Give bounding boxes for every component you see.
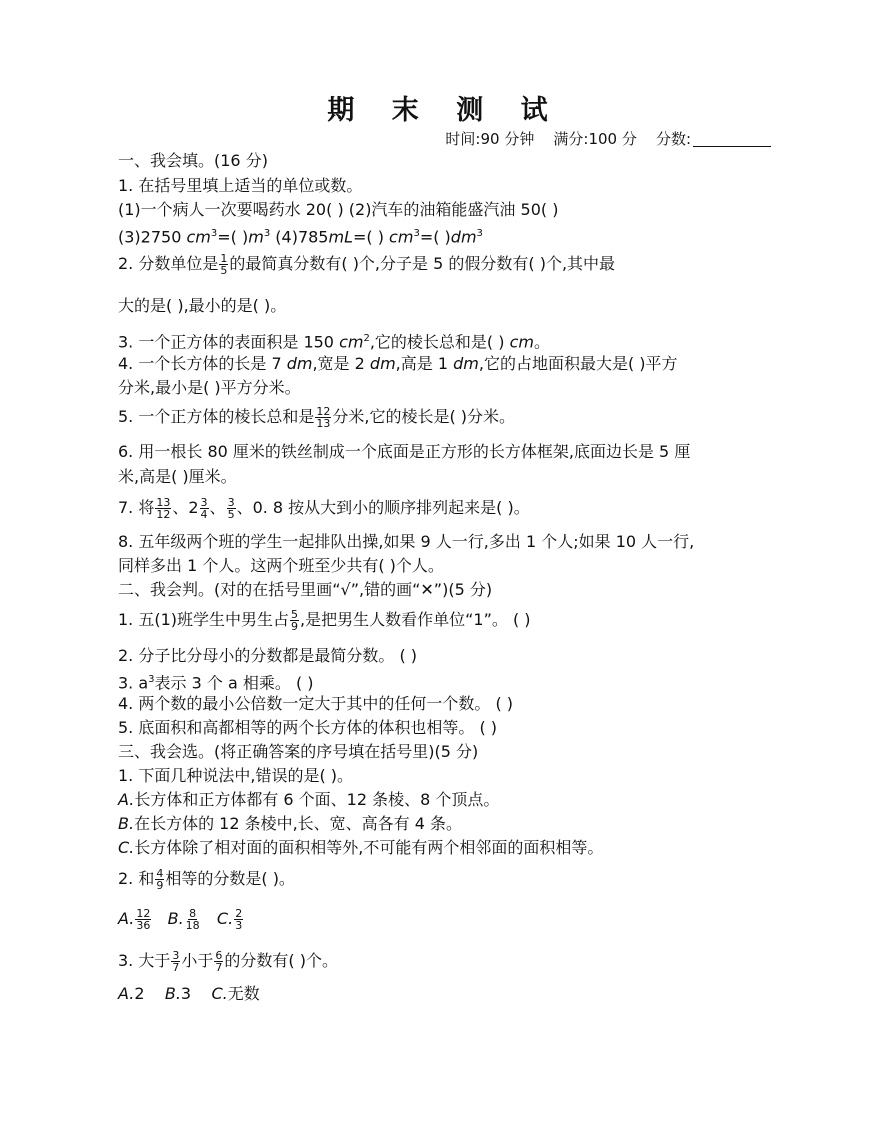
text-fragment: 3 [180, 984, 192, 1003]
text-fragment: B. [118, 814, 135, 833]
fraction-numerator: 2 [235, 907, 243, 920]
text-fragment: B. [164, 984, 181, 1003]
text-fragment: 3. 大于 [118, 951, 171, 970]
text-fragment: m [248, 227, 264, 247]
superscript: 3 [148, 674, 155, 685]
superscript: 3 [413, 228, 420, 239]
question-1-6: 6. 用一根长 80 厘米的铁丝制成一个底面是正方形的长方体框架,底面边长是 5 厘 [118, 442, 691, 461]
question-1-2 [118, 253, 615, 276]
fraction [227, 497, 236, 520]
fraction [219, 253, 228, 276]
time-label: 时间:90 分钟 [445, 130, 535, 148]
fraction-denominator: 5 [220, 264, 228, 277]
text-fragment: =( ) [217, 227, 249, 247]
question-3-1-stem: 1. 下面几种说法中,错误的是( )。 [118, 766, 354, 785]
question-3-3-options [118, 983, 260, 1005]
question-1-1-stem: 1. 在括号里填上适当的单位或数。 [118, 176, 363, 195]
text-fragment: 小于 [181, 951, 214, 970]
fraction-denominator: 13 [316, 417, 331, 430]
text-fragment: ,它的占地面积最大是( )平方 [478, 354, 678, 373]
fraction [155, 868, 164, 891]
fraction-numerator: 4 [156, 867, 164, 880]
text-fragment: A. [118, 909, 135, 928]
text-fragment: 2 [134, 984, 145, 1003]
fraction [185, 908, 201, 931]
section-3-heading: 三、我会选。(将正确答案的序号填在括号里)(5 分) [118, 742, 479, 761]
question-1-1-b [118, 223, 483, 248]
fraction [214, 950, 223, 973]
text-fragment: 的最简真分数有( )个,分子是 5 的假分数有( )个,其中最 [229, 254, 616, 273]
text-fragment: 2. 和 [118, 869, 155, 888]
fraction-numerator: 12 [136, 907, 151, 920]
fraction-denominator: 36 [136, 919, 151, 932]
question-3-3 [118, 950, 338, 973]
text-fragment: B. [167, 909, 184, 928]
text-fragment: 、0. 8 按从大到小的顺序排列起来是( )。 [236, 498, 530, 517]
fraction [234, 908, 243, 931]
fraction-numerator: 3 [227, 496, 235, 509]
superscript: 3 [210, 228, 218, 239]
superscript: 3 [263, 228, 271, 239]
question-1-4 [118, 353, 678, 375]
fraction-numerator: 5 [291, 608, 299, 621]
fraction-numerator: 13 [156, 496, 171, 509]
full-score-label: 满分:100 分 [553, 130, 637, 148]
fraction-denominator: 4 [200, 508, 208, 521]
question-3-1-option-a [118, 789, 499, 811]
question-3-2 [118, 868, 295, 891]
text-fragment: 无数 [227, 984, 260, 1003]
text-fragment: ,宽是 2 [312, 354, 370, 373]
question-1-4-cont: 分米,最小是( )平方分米。 [118, 378, 301, 397]
score-blank[interactable] [693, 146, 771, 147]
text-fragment: C. [118, 838, 135, 857]
question-2-3 [118, 669, 314, 694]
text-fragment: 长方体和正方体都有 6 个面、12 条棱、8 个顶点。 [134, 790, 500, 809]
fraction [290, 609, 299, 632]
text-fragment: 1. 五(1)班学生中男生占 [118, 610, 290, 629]
fraction-denominator: 12 [156, 508, 171, 521]
text-fragment: cm [186, 227, 211, 247]
fraction-numerator: 3 [200, 496, 208, 509]
text-fragment: (4)785 [270, 227, 329, 247]
text-fragment: ,它的棱长总和是( ) [369, 332, 510, 352]
question-1-5 [118, 406, 515, 429]
score-label: 分数: [655, 130, 691, 148]
text-fragment: cm [339, 332, 364, 352]
text-fragment: 3. a [118, 673, 149, 693]
question-2-4: 4. 两个数的最小公倍数一定大于其中的任何一个数。 ( ) [118, 694, 514, 713]
text-fragment: dm [286, 354, 313, 373]
question-1-6-cont: 米,高是( )厘米。 [118, 467, 237, 486]
text-fragment: =( ) [352, 227, 390, 247]
text-fragment: 表示 3 个 a 相乘。 ( ) [154, 673, 314, 693]
question-1-8: 8. 五年级两个班的学生一起排队出操,如果 9 人一行,多出 1 个人;如果 10 人一行, [118, 532, 695, 551]
text-fragment: 3. 一个正方体的表面积是 150 [118, 332, 340, 352]
question-1-1-a: (1)一个病人一次要喝药水 20( ) (2)汽车的油箱能盛汽油 50( ) [118, 200, 559, 219]
page-title: 期 末 测 试 [327, 95, 562, 126]
fraction-denominator: 3 [235, 919, 243, 932]
superscript: 2 [363, 333, 370, 344]
superscript: 3 [476, 228, 483, 239]
question-2-2: 2. 分子比分母小的分数都是最简分数。 ( ) [118, 646, 418, 665]
text-fragment: 分米,它的棱长是( )分米。 [332, 407, 516, 426]
fraction-numerator: 6 [215, 949, 223, 962]
text-fragment: dm [450, 227, 477, 247]
question-1-3 [118, 328, 550, 353]
text-fragment: 2. 分数单位是 [118, 254, 219, 273]
fraction-numerator: 3 [172, 949, 180, 962]
text-fragment: A. [118, 790, 135, 809]
question-3-2-options [118, 908, 244, 931]
question-3-1-option-c [118, 837, 603, 859]
text-fragment: 长方体除了相对面的面积相等外,不可能有两个相邻面的面积相等。 [134, 838, 604, 857]
text-fragment: cm [389, 227, 414, 247]
text-fragment: =( ) [419, 227, 451, 247]
text-fragment: 、2 [172, 498, 199, 517]
fraction [135, 908, 151, 931]
question-1-2-cont: 大的是( ),最小的是( )。 [118, 296, 287, 315]
text-fragment: 4. 一个长方体的长是 7 [118, 354, 287, 373]
text-fragment: 的分数有( )个。 [224, 951, 338, 970]
text-fragment: 7. 将 [118, 498, 155, 517]
text-fragment: 。 [533, 332, 550, 352]
text-fragment: A. [118, 984, 135, 1003]
fraction-denominator: 7 [172, 961, 180, 974]
text-fragment: 相等的分数是( )。 [165, 869, 295, 888]
text-fragment: cm [509, 332, 534, 352]
fraction-numerator: 1 [220, 252, 228, 265]
text-fragment: dm [369, 354, 396, 373]
fraction-numerator: 8 [189, 907, 197, 920]
question-2-1 [118, 609, 531, 632]
fraction-denominator: 9 [156, 879, 164, 892]
question-1-8-cont: 同样多出 1 个人。这两个班至少共有( )个人。 [118, 556, 444, 575]
exam-meta [445, 128, 771, 149]
text-fragment: 、 [209, 498, 226, 517]
text-fragment: (3)2750 [118, 227, 187, 247]
section-1-heading: 一、我会填。(16 分) [118, 151, 268, 170]
fraction-denominator: 18 [185, 919, 200, 932]
text-fragment: 5. 一个正方体的棱长总和是 [118, 407, 315, 426]
question-3-1-option-b [118, 813, 462, 835]
text-fragment: 在长方体的 12 条棱中,长、宽、高各有 4 条。 [134, 814, 463, 833]
fraction [315, 406, 331, 429]
question-1-7 [118, 497, 530, 520]
text-fragment: ,是把男生人数看作单位“1”。 ( ) [300, 610, 531, 629]
question-2-5: 5. 底面积和高都相等的两个长方体的体积也相等。 ( ) [118, 718, 498, 737]
fraction-denominator: 5 [227, 508, 235, 521]
text-fragment: ,高是 1 [395, 354, 454, 373]
text-fragment: C. [211, 984, 228, 1003]
text-fragment: C. [216, 909, 234, 928]
fraction-denominator: 7 [215, 961, 223, 974]
fraction [171, 950, 180, 973]
fraction [200, 497, 209, 520]
text-fragment: dm [453, 354, 479, 373]
fraction-numerator: 12 [316, 405, 331, 418]
section-2-heading: 二、我会判。(对的在括号里画“√”,错的画“✕”)(5 分) [118, 580, 493, 599]
fraction-denominator: 9 [291, 620, 299, 633]
fraction [155, 497, 171, 520]
text-fragment: mL [328, 227, 353, 247]
